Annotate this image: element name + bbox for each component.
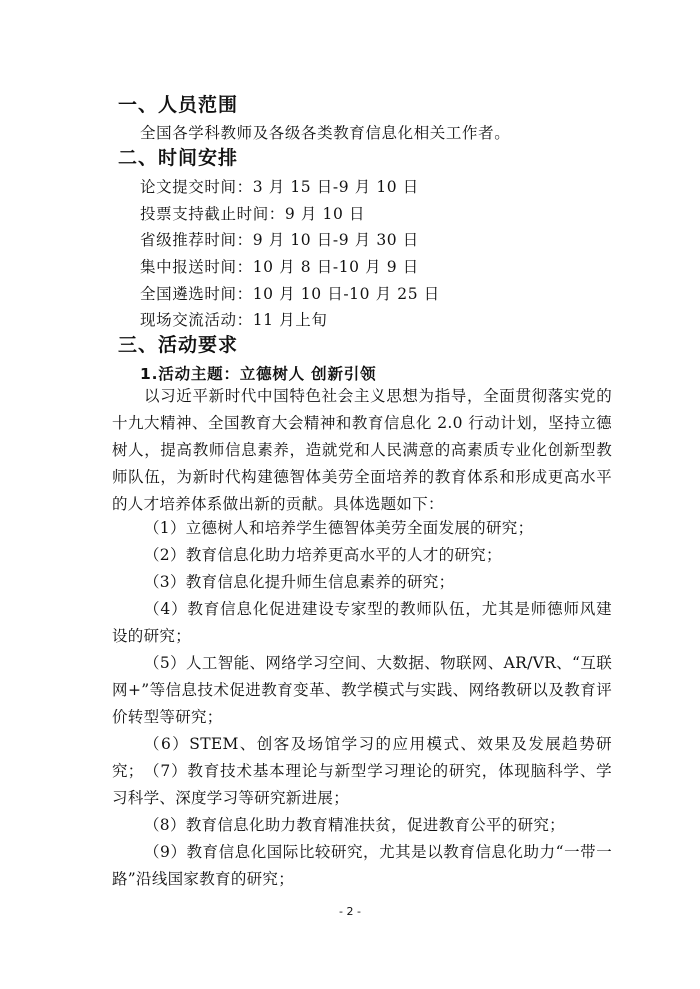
section-heading-schedule: 二、时间安排 — [118, 147, 239, 169]
intro-paragraph: 以习近平新时代中国特色社会主义思想为指导，全面贯彻落实党的十九大精神、全国教育大会精神和教育信息化 2.0 行动计划，坚持立德树人，提高教师信息素养，造就党和人民满意的高素质专业化创新型教师队伍，为新时代构建德智体美劳全面培养的教育体系和形成更高水平的人才培养体系做出新的贡献。具体选题如下： — [112, 387, 612, 513]
schedule-line: 投票支持截止时间：9 月 10 日 — [140, 205, 366, 223]
personnel-scope-text: 全国各学科教师及各级各类教育信息化相关工作者。 — [140, 124, 511, 142]
schedule-line: 集中报送时间：10 月 8 日-10 月 9 日 — [140, 258, 419, 276]
schedule-line: 省级推荐时间：9 月 10 日-9 月 30 日 — [140, 231, 419, 249]
section-heading-personnel: 一、人员范围 — [118, 94, 239, 116]
topic-item: （5）人工智能、网络学习空间、大数据、物联网、AR/VR、“互联网+”等信息技术促进教育变革、教学模式与实践、网络教研以及教育评价转型等研究； — [112, 654, 612, 726]
schedule-line: 现场交流活动：11 月上旬 — [140, 311, 328, 329]
topic-item: （6）STEM、创客及场馆学习的应用模式、效果及发展趋势研究； — [112, 735, 612, 780]
page-number: - 2 - — [339, 905, 361, 918]
topic-item: （9）教育信息化国际比较研究，尤其是以教育信息化助力“一带一路”沿线国家教育的研究； — [112, 843, 612, 888]
schedule-line: 论文提交时间：3 月 15 日-9 月 10 日 — [140, 178, 419, 196]
topic-item: （4）教育信息化促进建设专家型的教师队伍，尤其是师德师风建设的研究； — [112, 600, 612, 645]
activity-theme-subheading: 1.活动主题：立德树人 创新引领 — [140, 365, 377, 383]
topic-item: （1）立德树人和培养学生德智体美劳全面发展的研究； — [144, 519, 534, 537]
section-heading-requirements: 三、活动要求 — [118, 334, 239, 356]
schedule-line: 全国遴选时间：10 月 10 日-10 月 25 日 — [140, 285, 440, 303]
topic-item: （7）教育技术基本理论与新型学习理论的研究，体现脑科学、学习科学、深度学习等研究新进展； — [112, 762, 612, 807]
topic-item: （2）教育信息化助力培养更高水平的人才的研究； — [144, 546, 502, 564]
topic-item: （3）教育信息化提升师生信息素养的研究； — [144, 573, 455, 591]
topic-item: （8）教育信息化助力教育精准扶贫，促进教育公平的研究； — [144, 816, 565, 834]
